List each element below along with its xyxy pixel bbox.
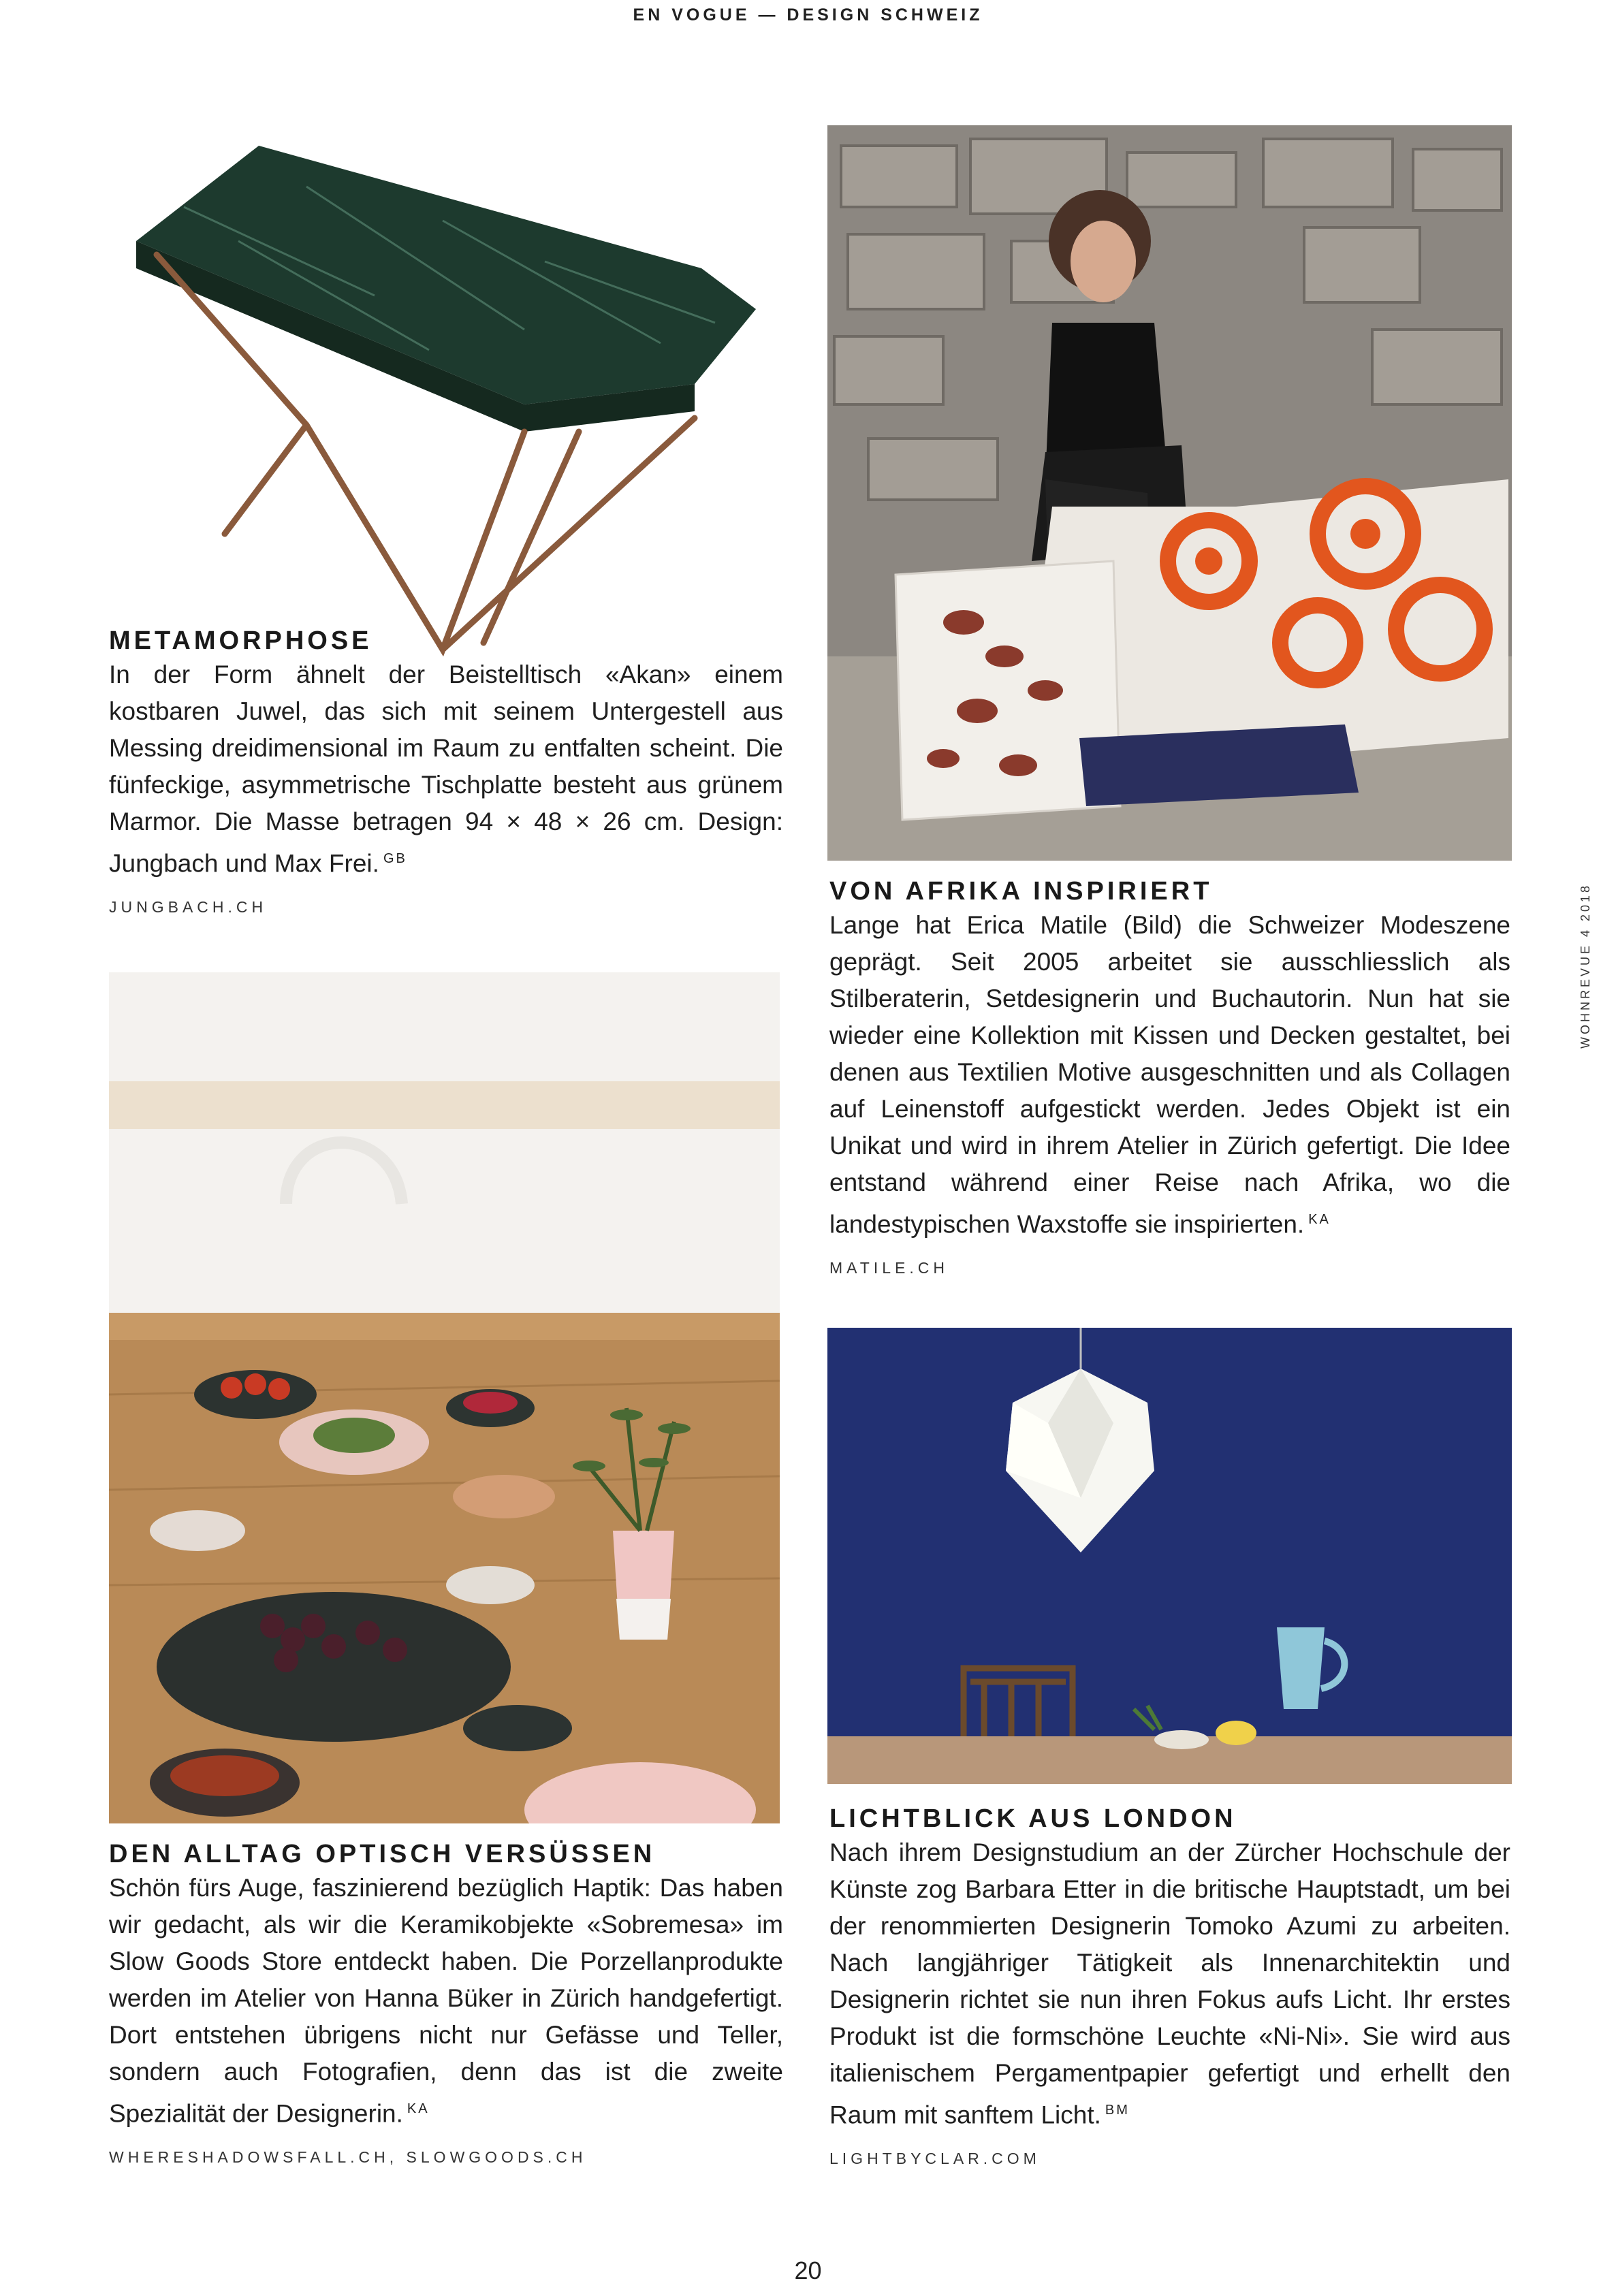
running-header: EN VOGUE — DESIGN SCHWEIZ: [633, 5, 983, 25]
article-source: WHERESHADOWSFALL.CH, SLOWGOODS.CH: [109, 2148, 587, 2167]
article-source: LIGHTBYCLAR.COM: [829, 2150, 1041, 2168]
author-initials: KA: [1308, 1212, 1331, 1227]
photo-pendant-lamp: [827, 1328, 1512, 1784]
page-number: 20: [794, 2257, 822, 2284]
photo-cushions: [827, 125, 1512, 861]
article-metamorphose: [109, 625, 783, 916]
article-afrika: [829, 876, 1510, 1277]
article-london: [829, 1803, 1510, 2168]
photo-marble-table: [102, 125, 783, 656]
author-initials: BM: [1105, 2103, 1130, 2118]
article-body: Lange hat Erica Matile (Bild) die Schweizer Modeszene geprägt. Seit 2005 arbeitet sie ausschliesslich als Stilberaterin, Setdesignerin und Buchautorin. Nun hat sie wieder eine Kollektion mit Kissen und Decken gestaltet, bei denen aus Textilien Motive ausgeschnitten und als Collagen auf Leinenstoff aufgestickt werden. Jedes Objekt ist ein Unikat und wird in ihrem Atelier in Zürich gefertigt. Die Idee entstand während einer Reise nach Afrika, wo die landestypischen Waxstoffe sie inspirierten. $^{KA}$: [829, 911, 1510, 1239]
article-body: Schön fürs Auge, faszinierend bezüglich Haptik: Das haben wir gedacht, als wir die Keramikobjekte «Sobremesa» im Slow Goods Store entdeckt haben. Die Porzellanprodukte werden im Atelier von Hanna Büker in Zürich handgefertigt. Dort entstehen übrigens nicht nur Gefässe und Teller, sondern auch Fotografien, denn das ist die zweite Spezialität der Designerin. $^{KA}$: [109, 1874, 783, 2128]
article-title: DEN ALLTAG OPTISCH VERSÜSSEN: [109, 1840, 656, 1868]
article-body: In der Form ähnelt der Beistelltisch «Akan» einem kostbaren Juwel, das sich mit seinem Untergestell aus Messing dreidimensional im Raum zu entfalten scheint. Die fünfeckige, asymmetrische Tischplatte besteht aus grünem Marmor. Die Masse betragen 94 × 48 × 26 cm. Design: Jungbach und Max Frei. $^{GB}$: [109, 660, 783, 878]
side-label: WOHNREVUE 4 2018: [1579, 882, 1592, 1049]
article-title: LICHTBLICK AUS LONDON: [829, 1804, 1237, 1833]
author-initials: KA: [407, 2101, 430, 2116]
photo-ceramics: [109, 972, 780, 1823]
article-title: VON AFRIKA INSPIRIERT: [829, 877, 1213, 906]
article-source: MATILE.CH: [829, 1259, 949, 1277]
article-alltag: [109, 1838, 783, 2167]
article-body: Nach ihrem Designstudium an der Zürcher Hochschule der Künste zog Barbara Etter in die britische Hauptstadt, um bei der renommierten Designerin Tomoko Azumi zu arbeiten. Nach langjähriger Tätigkeit als Innenarchitektin und Designerin richtet sie nun ihren Fokus aufs Licht. Ihr erstes Produkt ist die formschöne Leuchte «Ni-Ni». Sie wird aus italienischem Pergamentpapier gefertigt und erhellt den Raum mit sanftem Licht. $^{BM}$: [829, 1838, 1510, 2129]
article-source: JUNGBACH.CH: [109, 898, 268, 916]
article-title: METAMORPHOSE: [109, 626, 373, 655]
author-initials: GB: [383, 851, 407, 866]
